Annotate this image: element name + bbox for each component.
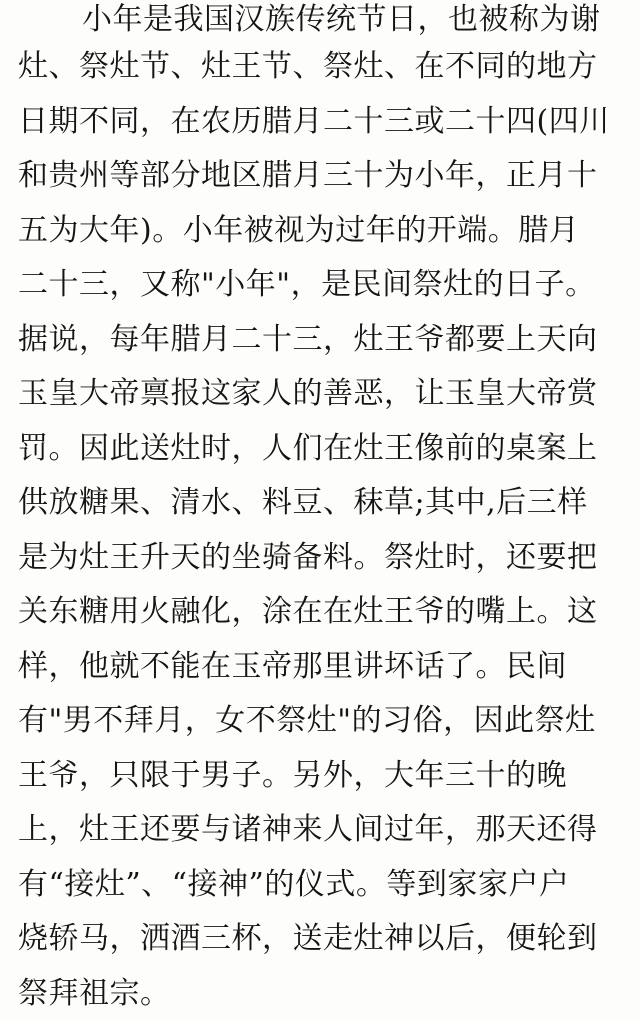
text-line: 小年是我国汉族传统节日，也被称为谢 <box>18 0 622 40</box>
text-line: 是为灶王升天的坐骑备料。祭灶时，还要把 <box>18 531 622 586</box>
text-line: 祭拜祖宗。 <box>18 967 622 1021</box>
text-line: 二十三，又称"小年"，是民间祭灶的日子。 <box>18 258 622 313</box>
text-line: 样，他就不能在玉帝那里讲坏话了。民间 <box>18 640 622 695</box>
text-line: 五为大年)。小年被视为过年的开端。腊月 <box>18 204 622 259</box>
text-line: 罚。因此送灶时，人们在灶王像前的桌案上 <box>18 422 622 477</box>
text-line: 有“接灶”、“接神”的仪式。等到家家户户 <box>18 858 622 913</box>
text-line: 和贵州等部分地区腊月三十为小年，正月十 <box>18 149 622 204</box>
text-line: 烧轿马，洒酒三杯，送走灶神以后，便轮到 <box>18 912 622 967</box>
text-line: 有"男不拜月，女不祭灶"的习俗，因此祭灶 <box>18 694 622 749</box>
text-line: 上，灶王还要与诸神来人间过年，那天还得 <box>18 803 622 858</box>
article-text <box>18 0 622 1021</box>
text-line: 王爷，只限于男子。另外，大年三十的晚 <box>18 749 622 804</box>
text-line: 灶、祭灶节、灶王节、祭灶、在不同的地方 <box>18 40 622 95</box>
text-line: 关东糖用火融化，涂在在灶王爷的嘴上。这 <box>18 585 622 640</box>
text-line: 日期不同，在农历腊月二十三或二十四(四川 <box>18 95 622 150</box>
text-line: 据说，每年腊月二十三，灶王爷都要上天向 <box>18 313 622 368</box>
text-line: 供放糖果、清水、料豆、秣草;其中,后三样 <box>18 476 622 531</box>
text-line: 玉皇大帝禀报这家人的善恶，让玉皇大帝赏 <box>18 367 622 422</box>
